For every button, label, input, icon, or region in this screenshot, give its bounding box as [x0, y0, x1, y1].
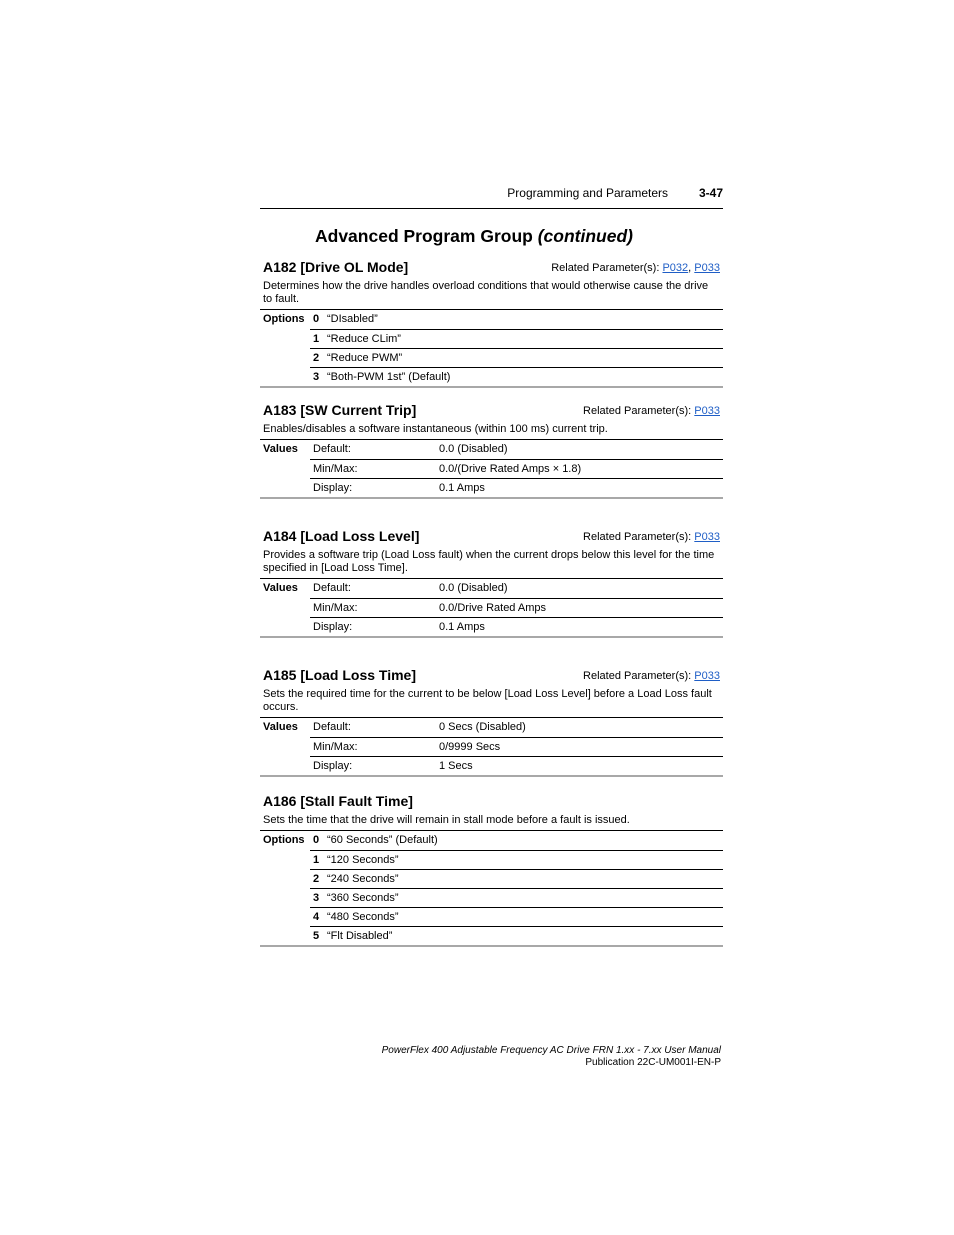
- values-table: [260, 579, 723, 636]
- option-number: 3: [310, 367, 327, 386]
- parameter-name: A182 [Drive OL Mode]: [263, 259, 409, 275]
- value-label: Min/Max:: [310, 459, 439, 478]
- related-parameters-label: Related Parameter(s):: [551, 262, 660, 274]
- value-text: 0.0/(Drive Rated Amps × 1.8): [439, 459, 723, 478]
- related-parameter-link[interactable]: P032: [662, 262, 689, 274]
- parameter-heading: [260, 667, 723, 687]
- option-number: 4: [310, 907, 327, 926]
- option-text: “60 Seconds” (Default): [327, 834, 438, 846]
- parameter-description: Sets the required time for the current to be below [Load Loss Level] before a Load Loss fault occurs.: [260, 687, 723, 718]
- option-text: “Reduce PWM”: [327, 348, 723, 367]
- option-text: “240 Seconds”: [327, 869, 723, 888]
- table-row: [260, 440, 723, 459]
- parameter-name: A185 [Load Loss Time]: [263, 667, 417, 683]
- value-label: Min/Max:: [310, 598, 439, 617]
- table-row: [260, 831, 723, 850]
- parameter-section: [260, 259, 723, 388]
- option-number: 2: [310, 348, 327, 367]
- footer-publication: Publication 22C-UM001I-EN-P: [585, 1057, 721, 1068]
- table-row: [260, 367, 723, 386]
- table-kind-label: Values: [263, 443, 298, 455]
- parameter-description: Sets the time that the drive will remain in stall mode before a fault is issued.: [260, 813, 723, 831]
- section-bottom-rule: [260, 636, 723, 638]
- section-bottom-rule: [260, 775, 723, 777]
- option-number: 1: [310, 329, 327, 348]
- table-row: [260, 348, 723, 367]
- parameter-section: [260, 793, 723, 947]
- table-blank-cell: [260, 756, 310, 775]
- related-parameters: [583, 531, 720, 543]
- related-parameters-label: Related Parameter(s):: [583, 405, 692, 417]
- option-text: “DIsabled”: [327, 313, 378, 325]
- related-parameter-link[interactable]: P033: [694, 531, 720, 543]
- table-row: [260, 888, 723, 907]
- value-label: Default:: [313, 721, 351, 733]
- table-row: [260, 850, 723, 869]
- table-row: [260, 907, 723, 926]
- value-text: 0.0/Drive Rated Amps: [439, 598, 723, 617]
- parameter-description: Enables/disables a software instantaneous (within 100 ms) current trip.: [260, 422, 723, 440]
- values-table: [260, 718, 723, 775]
- value-label: Display:: [310, 617, 439, 636]
- table-blank-cell: [260, 329, 310, 348]
- table-blank-cell: [260, 737, 310, 756]
- table-row: [260, 310, 723, 329]
- related-parameters-label: Related Parameter(s):: [583, 670, 692, 682]
- table-blank-cell: [260, 617, 310, 636]
- related-parameters: [583, 670, 720, 682]
- parameter-heading: [260, 528, 723, 548]
- table-row: [260, 737, 723, 756]
- table-kind-label: Options: [263, 313, 305, 325]
- group-title-main: Advanced Program Group: [315, 226, 533, 246]
- option-text: “480 Seconds”: [327, 907, 723, 926]
- table-blank-cell: [260, 888, 310, 907]
- option-text: “Both-PWM 1st” (Default): [327, 367, 723, 386]
- footer-manual-title: PowerFlex 400 Adjustable Frequency AC Drive FRN 1.xx - 7.xx User Manual: [381, 1045, 721, 1056]
- value-label: Display:: [310, 478, 439, 497]
- parameter-description: Provides a software trip (Load Loss fault) when the current drops below this level for the time specified in [Load Loss Time].: [260, 548, 723, 579]
- option-text: “120 Seconds”: [327, 850, 723, 869]
- table-kind-label: Values: [263, 582, 298, 594]
- table-row: [260, 598, 723, 617]
- page-number: 3-47: [699, 186, 724, 200]
- related-parameter-link[interactable]: P033: [694, 262, 720, 274]
- parameter-name: A184 [Load Loss Level]: [263, 528, 420, 544]
- header-rule: [260, 208, 723, 209]
- section-bottom-rule: [260, 497, 723, 499]
- running-header-title: Programming and Parameters: [507, 186, 668, 200]
- group-title: [315, 226, 633, 247]
- option-number: 3: [310, 888, 327, 907]
- section-bottom-rule: [260, 386, 723, 388]
- table-row: [260, 579, 723, 598]
- table-blank-cell: [260, 459, 310, 478]
- table-row: [260, 617, 723, 636]
- table-blank-cell: [260, 850, 310, 869]
- group-title-continued: (continued): [537, 226, 633, 246]
- value-text: 0.1 Amps: [439, 478, 723, 497]
- related-parameters: Related Parameter(s): P032, P033: [551, 262, 720, 274]
- option-text: “360 Seconds”: [327, 888, 723, 907]
- parameter-heading: [260, 259, 723, 279]
- parameter-section: [260, 402, 723, 499]
- value-label: Min/Max:: [310, 737, 439, 756]
- parameter-name: A183 [SW Current Trip]: [263, 402, 417, 418]
- related-parameter-link[interactable]: P033: [694, 405, 720, 417]
- parameter-name: A186 [Stall Fault Time]: [263, 793, 413, 809]
- value-label: Default:: [313, 443, 351, 455]
- table-blank-cell: [260, 367, 310, 386]
- section-bottom-rule: [260, 945, 723, 947]
- table-blank-cell: [260, 598, 310, 617]
- table-row: [260, 869, 723, 888]
- option-number: 5: [310, 926, 327, 945]
- table-row: [260, 459, 723, 478]
- table-row: [260, 926, 723, 945]
- value-label: Display:: [310, 756, 439, 775]
- parameter-section: [260, 667, 723, 777]
- table-kind-label: Options: [263, 834, 305, 846]
- values-table: [260, 440, 723, 497]
- option-number: 0: [313, 834, 320, 846]
- value-text: 0 Secs (Disabled): [439, 721, 526, 733]
- related-parameters: [583, 405, 720, 417]
- value-text: 0.0 (Disabled): [439, 582, 508, 594]
- parameter-heading: [260, 793, 723, 813]
- table-row: [260, 718, 723, 737]
- option-number: 1: [310, 850, 327, 869]
- parameter-section: [260, 528, 723, 638]
- value-text: 0/9999 Secs: [439, 737, 723, 756]
- related-parameter-link[interactable]: P033: [694, 670, 720, 682]
- related-parameters-label: Related Parameter(s):: [583, 531, 692, 543]
- options-table: [260, 831, 723, 945]
- value-label: Default:: [313, 582, 351, 594]
- table-kind-label: Values: [263, 721, 298, 733]
- value-text: 0.0 (Disabled): [439, 443, 508, 455]
- value-text: 0.1 Amps: [439, 617, 723, 636]
- value-text: 1 Secs: [439, 756, 723, 775]
- parameter-description: Determines how the drive handles overload conditions that would otherwise cause the drive to fault.: [260, 279, 723, 310]
- table-blank-cell: [260, 348, 310, 367]
- table-blank-cell: [260, 478, 310, 497]
- options-table: [260, 310, 723, 386]
- option-text: “Flt Disabled”: [327, 926, 723, 945]
- table-blank-cell: [260, 869, 310, 888]
- table-blank-cell: [260, 926, 310, 945]
- option-number: 0: [313, 313, 320, 325]
- parameter-heading: [260, 402, 723, 422]
- table-row: [260, 756, 723, 775]
- table-row: [260, 478, 723, 497]
- table-blank-cell: [260, 907, 310, 926]
- table-row: [260, 329, 723, 348]
- option-number: 2: [310, 869, 327, 888]
- option-text: “Reduce CLim”: [327, 329, 723, 348]
